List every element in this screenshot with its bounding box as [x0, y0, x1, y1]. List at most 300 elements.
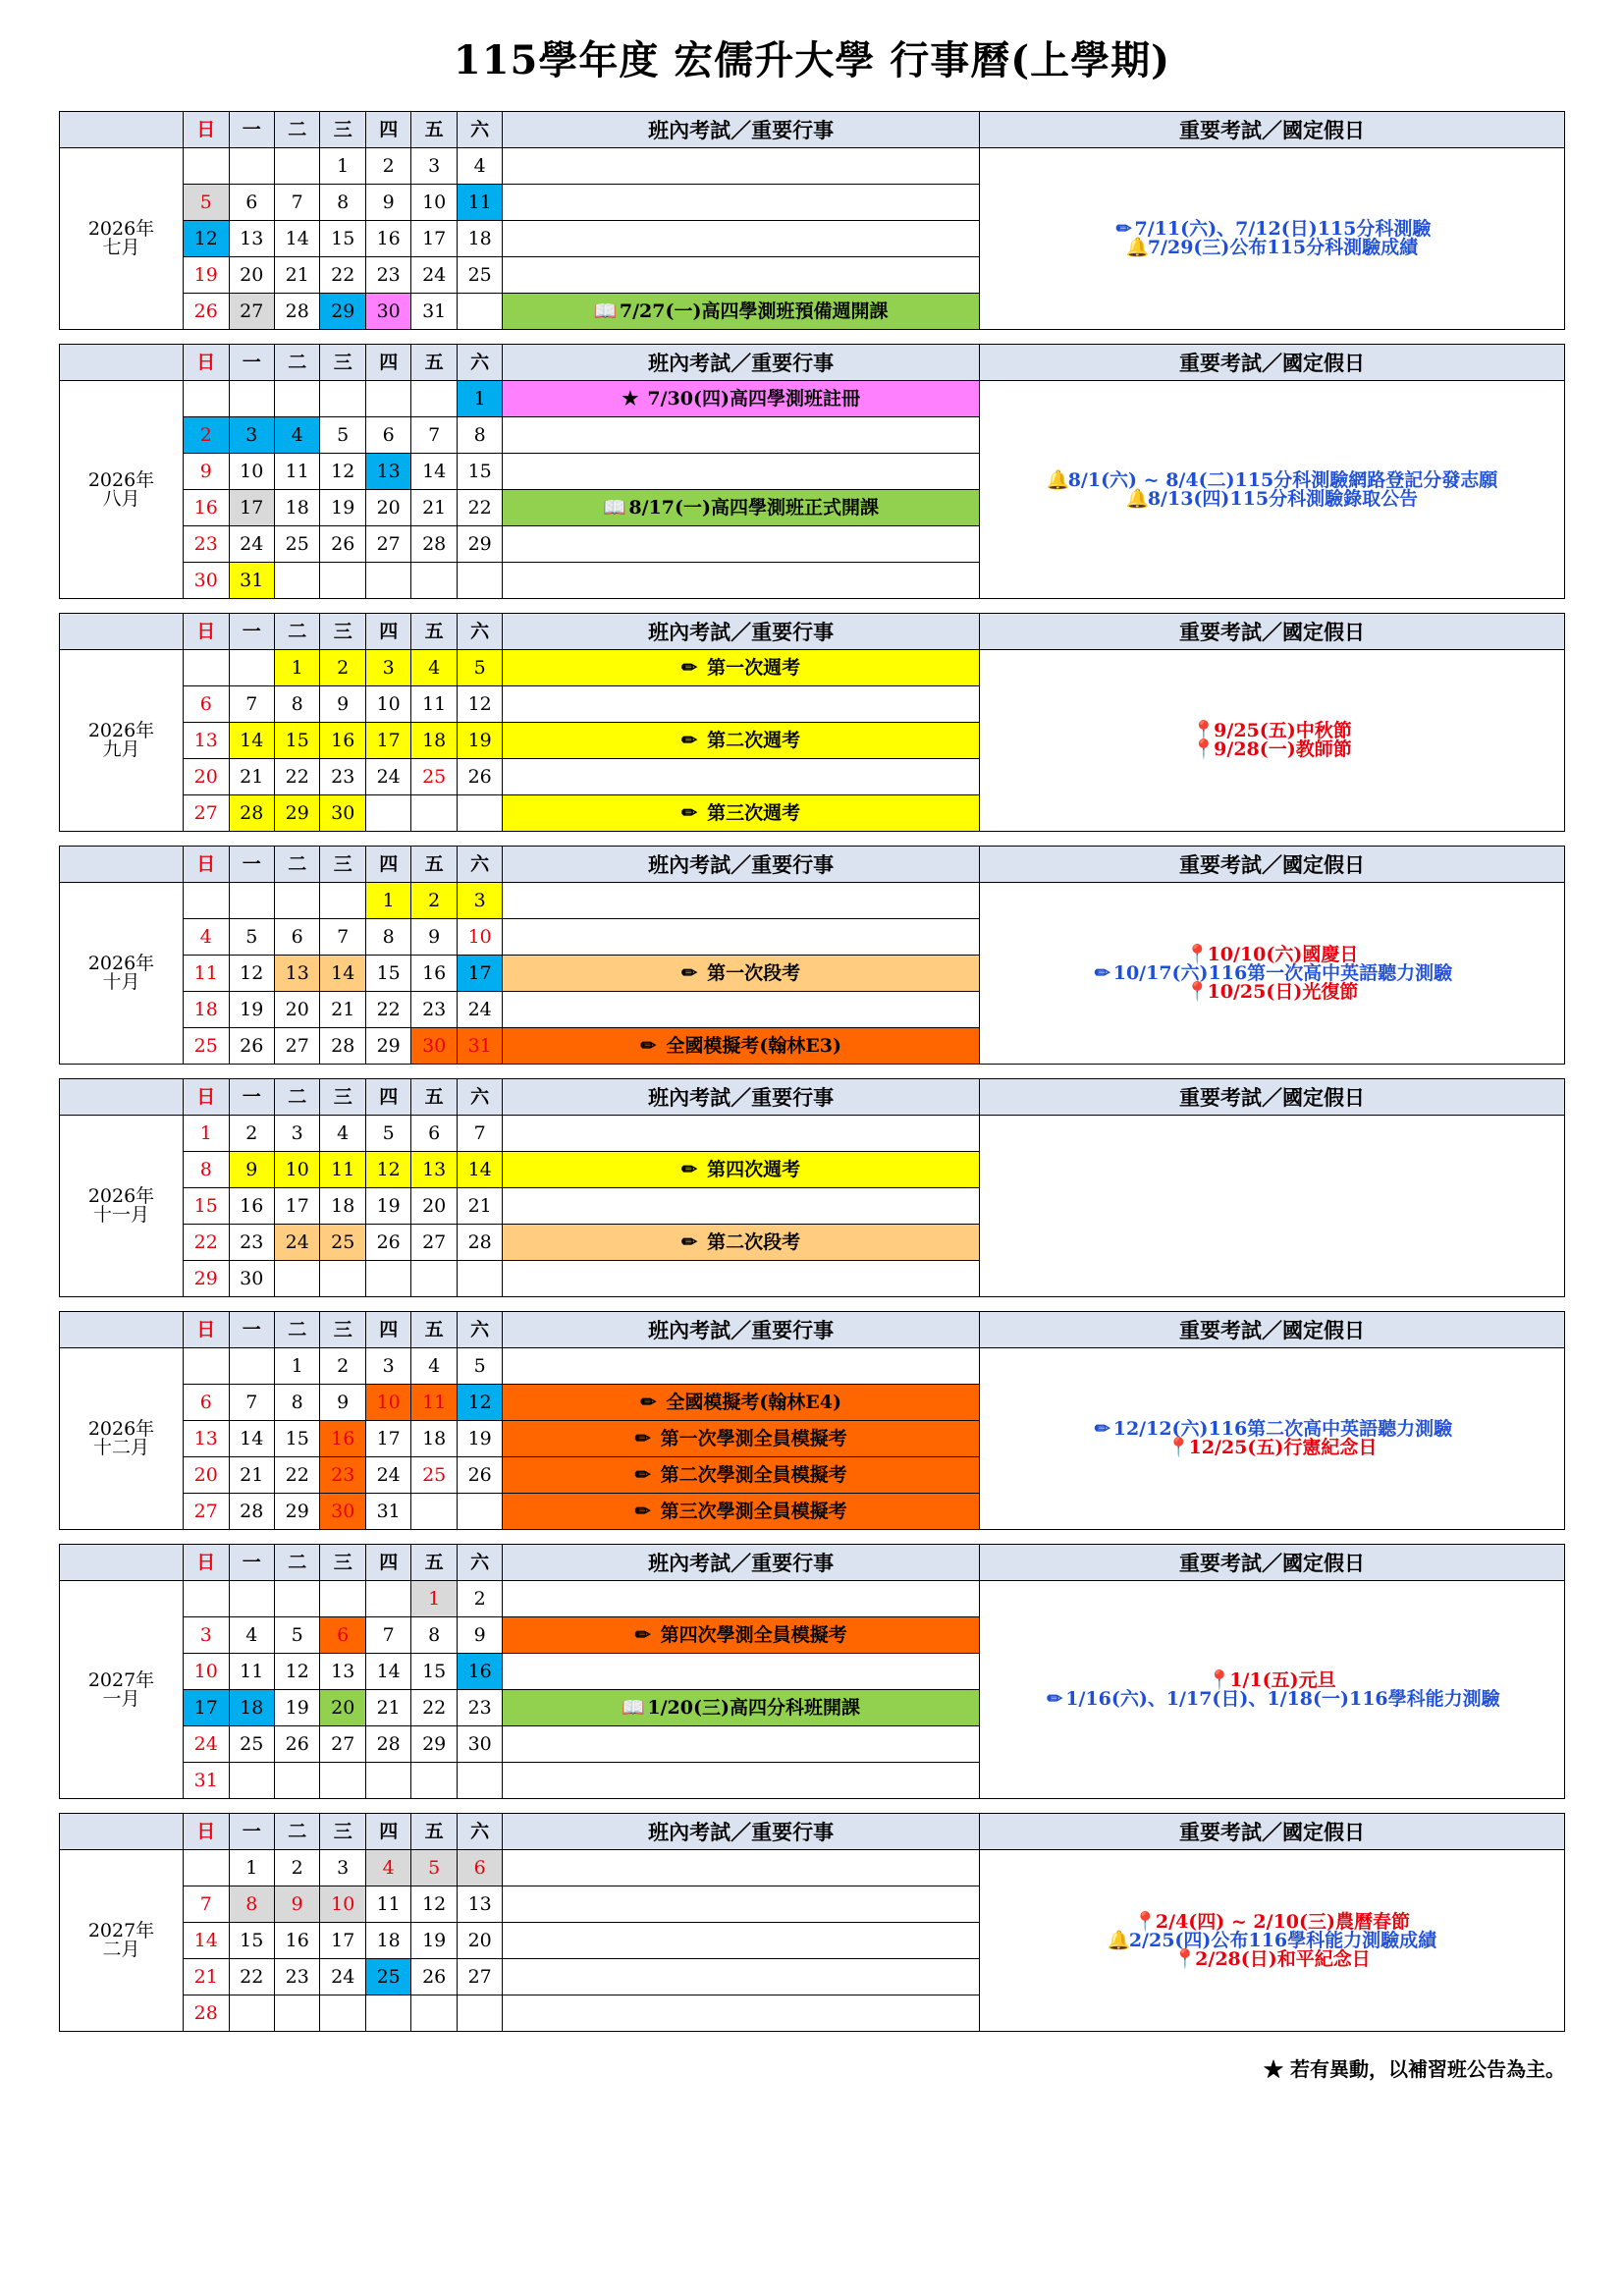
event-cell — [503, 1188, 980, 1225]
day-cell: 1 — [457, 381, 502, 417]
day-cell: 24 — [320, 1959, 365, 1995]
day-cell: 14 — [274, 221, 319, 257]
day-cell — [365, 1763, 410, 1799]
day-cell: 12 — [320, 454, 365, 490]
notes-cell — [979, 1850, 1564, 2032]
day-cell — [274, 563, 319, 599]
event-cell — [503, 1116, 980, 1152]
day-cell: 6 — [229, 185, 274, 221]
weekday-header-0: 日 — [184, 1545, 229, 1581]
weekday-header-row — [60, 1079, 1565, 1116]
day-cell: 9 — [411, 919, 457, 956]
day-cell: 21 — [184, 1959, 229, 1995]
day-cell: 29 — [320, 294, 365, 330]
day-cell: 22 — [274, 1457, 319, 1494]
note-line: 🔔7/29(三)公布115分科測驗成績 — [1125, 237, 1419, 258]
weekday-header-4: 四 — [365, 614, 410, 650]
weekday-header-0: 日 — [184, 847, 229, 883]
day-cell — [365, 563, 410, 599]
event-cell — [503, 759, 980, 795]
day-cell: 5 — [457, 650, 502, 686]
day-cell: 4 — [411, 1348, 457, 1385]
day-cell — [229, 148, 274, 185]
events-column-header: 班內考試／重要行事 — [503, 1312, 980, 1348]
day-cell: 8 — [365, 919, 410, 956]
week-row — [60, 883, 1565, 919]
day-cell: 5 — [184, 185, 229, 221]
note-icon: 📍 — [1192, 720, 1216, 741]
day-cell: 13 — [457, 1886, 502, 1923]
note-icon: 🔔 — [1107, 1929, 1131, 1951]
day-cell: 27 — [184, 1494, 229, 1530]
day-cell: 2 — [274, 1850, 319, 1886]
weekday-header-1: 一 — [229, 1079, 274, 1116]
day-cell — [229, 883, 274, 919]
day-cell: 8 — [457, 417, 502, 454]
month-header-blank — [60, 614, 184, 650]
month-header-blank — [60, 1079, 184, 1116]
event-cell — [503, 1028, 980, 1065]
weekday-header-3: 三 — [320, 112, 365, 148]
day-cell — [457, 563, 502, 599]
day-cell: 25 — [184, 1028, 229, 1065]
day-cell: 10 — [274, 1152, 319, 1188]
day-cell: 2 — [320, 650, 365, 686]
event-icon: ✏ — [634, 1623, 651, 1646]
weekday-header-4: 四 — [365, 1079, 410, 1116]
weekday-header-4: 四 — [365, 112, 410, 148]
day-cell: 6 — [411, 1116, 457, 1152]
weekday-header-1: 一 — [229, 345, 274, 381]
weekday-header-6: 六 — [457, 1545, 502, 1581]
event-cell — [503, 454, 980, 490]
day-cell: 15 — [320, 221, 365, 257]
day-cell — [411, 381, 457, 417]
day-cell: 25 — [274, 526, 319, 563]
day-cell: 24 — [229, 526, 274, 563]
day-cell: 1 — [274, 1348, 319, 1385]
event-cell — [503, 1457, 980, 1494]
note-line: 🔔8/13(四)115分科測驗錄取公告 — [1125, 487, 1419, 510]
event-cell — [503, 1385, 980, 1421]
day-cell: 13 — [365, 454, 410, 490]
events-column-header: 班內考試／重要行事 — [503, 1079, 980, 1116]
day-cell: 2 — [320, 1348, 365, 1385]
day-cell: 20 — [411, 1188, 457, 1225]
day-cell: 16 — [365, 221, 410, 257]
day-cell: 19 — [457, 723, 502, 759]
day-cell: 11 — [229, 1654, 274, 1690]
day-cell: 12 — [274, 1654, 319, 1690]
note-icon: 📍 — [1192, 738, 1216, 760]
event-label: 第一次段考 — [707, 961, 801, 984]
day-cell: 28 — [411, 526, 457, 563]
weekday-header-6: 六 — [457, 1814, 502, 1850]
day-cell: 27 — [274, 1028, 319, 1065]
weekday-header-6: 六 — [457, 614, 502, 650]
day-cell — [320, 1763, 365, 1799]
day-cell — [274, 1261, 319, 1297]
day-cell: 21 — [320, 992, 365, 1028]
notes-column-header: 重要考試／國定假日 — [979, 1079, 1564, 1116]
event-cell — [503, 883, 980, 919]
event-cell — [503, 185, 980, 221]
day-cell — [274, 1763, 319, 1799]
month-spacer — [59, 599, 1565, 613]
weekday-header-row — [60, 345, 1565, 381]
event-cell — [503, 1225, 980, 1261]
weekday-header-5: 五 — [411, 112, 457, 148]
day-cell: 27 — [229, 294, 274, 330]
day-cell: 21 — [229, 1457, 274, 1494]
day-cell — [457, 1995, 502, 2032]
notes-column-header: 重要考試／國定假日 — [979, 847, 1564, 883]
events-column-header: 班內考試／重要行事 — [503, 1545, 980, 1581]
day-cell — [229, 650, 274, 686]
event-icon: ✏ — [681, 656, 698, 679]
day-cell: 25 — [457, 257, 502, 294]
day-cell: 7 — [320, 919, 365, 956]
day-cell — [320, 883, 365, 919]
day-cell: 3 — [365, 650, 410, 686]
weekday-header-4: 四 — [365, 847, 410, 883]
day-cell — [320, 381, 365, 417]
weekday-header-3: 三 — [320, 847, 365, 883]
day-cell: 13 — [274, 956, 319, 992]
day-cell: 23 — [320, 759, 365, 795]
note-icon: 📍 — [1133, 1910, 1158, 1933]
day-cell: 13 — [184, 1421, 229, 1457]
day-cell: 14 — [320, 956, 365, 992]
day-cell: 28 — [229, 1494, 274, 1530]
day-cell: 8 — [229, 1886, 274, 1923]
day-cell: 28 — [274, 294, 319, 330]
day-cell: 25 — [229, 1726, 274, 1763]
weekday-header-row — [60, 1814, 1565, 1850]
day-cell: 25 — [365, 1959, 410, 1995]
day-cell — [229, 1995, 274, 2032]
day-cell: 21 — [457, 1188, 502, 1225]
event-icon: ✏ — [681, 801, 698, 824]
weekday-header-5: 五 — [411, 345, 457, 381]
event-icon: ✏ — [634, 1427, 651, 1449]
event-cell — [503, 490, 980, 526]
weekday-header-2: 二 — [274, 614, 319, 650]
day-cell: 14 — [411, 454, 457, 490]
day-cell: 16 — [229, 1188, 274, 1225]
day-cell: 3 — [365, 1348, 410, 1385]
day-cell: 26 — [320, 526, 365, 563]
day-cell — [411, 1763, 457, 1799]
note-icon: ✏ — [1094, 961, 1110, 984]
day-cell: 1 — [274, 650, 319, 686]
event-cell — [503, 1581, 980, 1617]
day-cell: 30 — [320, 1494, 365, 1530]
day-cell: 14 — [184, 1923, 229, 1959]
day-cell: 6 — [274, 919, 319, 956]
day-cell: 8 — [274, 1385, 319, 1421]
day-cell: 21 — [229, 759, 274, 795]
day-cell: 12 — [184, 221, 229, 257]
day-cell: 10 — [184, 1654, 229, 1690]
month-label: 2026年 十二月 — [60, 1348, 184, 1530]
calendar-container — [59, 111, 1565, 2032]
event-cell — [503, 1726, 980, 1763]
weekday-header-row — [60, 112, 1565, 148]
weekday-header-4: 四 — [365, 1312, 410, 1348]
day-cell: 9 — [457, 1617, 502, 1654]
note-line: ✏ 1/16(六)、1/17(日)、1/18(一)116學科能力測驗 — [980, 1690, 1564, 1709]
day-cell — [365, 1995, 410, 2032]
day-cell: 15 — [274, 1421, 319, 1457]
event-cell — [503, 294, 980, 330]
day-cell: 9 — [320, 1385, 365, 1421]
day-cell: 21 — [411, 490, 457, 526]
day-cell: 30 — [320, 795, 365, 832]
event-icon: ✏ — [634, 1463, 651, 1486]
day-cell — [184, 650, 229, 686]
month-label: 2026年 八月 — [60, 381, 184, 599]
month-table — [59, 1813, 1565, 2032]
month-label: 2026年 七月 — [60, 148, 184, 330]
day-cell: 14 — [229, 723, 274, 759]
day-cell: 11 — [365, 1886, 410, 1923]
month-spacer — [59, 1297, 1565, 1311]
weekday-header-0: 日 — [184, 112, 229, 148]
day-cell: 23 — [411, 992, 457, 1028]
event-cell — [503, 1654, 980, 1690]
day-cell: 4 — [274, 417, 319, 454]
event-cell — [503, 417, 980, 454]
weekday-header-2: 二 — [274, 847, 319, 883]
event-cell — [503, 381, 980, 417]
page-title: 115學年度 宏儒升大學 行事曆(上學期) — [453, 37, 1171, 83]
events-column-header: 班內考試／重要行事 — [503, 345, 980, 381]
note-line: 🔔8/1(六) ~ 8/4(二)115分科測驗網路登記分發志願 — [1046, 468, 1498, 491]
day-cell: 8 — [274, 686, 319, 723]
day-cell: 2 — [184, 417, 229, 454]
weekday-header-1: 一 — [229, 1312, 274, 1348]
day-cell: 25 — [411, 759, 457, 795]
day-cell: 10 — [365, 1385, 410, 1421]
month-table — [59, 344, 1565, 599]
event-icon: 📖 — [622, 1696, 646, 1719]
event-cell — [503, 257, 980, 294]
day-cell: 6 — [457, 1850, 502, 1886]
day-cell: 12 — [365, 1152, 410, 1188]
day-cell: 24 — [365, 759, 410, 795]
day-cell: 26 — [274, 1726, 319, 1763]
day-cell — [457, 1261, 502, 1297]
day-cell: 20 — [229, 257, 274, 294]
month-header-blank — [60, 345, 184, 381]
weekday-header-5: 五 — [411, 1545, 457, 1581]
month-label: 2027年 二月 — [60, 1850, 184, 2032]
day-cell: 29 — [457, 526, 502, 563]
day-cell: 1 — [184, 1116, 229, 1152]
day-cell: 30 — [184, 563, 229, 599]
day-cell: 2 — [411, 883, 457, 919]
day-cell — [320, 1581, 365, 1617]
weekday-header-5: 五 — [411, 847, 457, 883]
note-line: 📍2/28(日)和平紀念日 — [1173, 1947, 1371, 1970]
day-cell: 26 — [457, 759, 502, 795]
weekday-header-0: 日 — [184, 345, 229, 381]
day-cell: 12 — [457, 686, 502, 723]
event-cell — [503, 1261, 980, 1297]
day-cell: 7 — [411, 417, 457, 454]
day-cell: 19 — [411, 1923, 457, 1959]
day-cell: 15 — [411, 1654, 457, 1690]
event-cell — [503, 1923, 980, 1959]
day-cell: 12 — [457, 1385, 502, 1421]
event-cell — [503, 1348, 980, 1385]
day-cell: 12 — [411, 1886, 457, 1923]
event-cell — [503, 1850, 980, 1886]
notes-cell — [979, 883, 1564, 1065]
month-spacer — [59, 832, 1565, 846]
day-cell — [274, 1995, 319, 2032]
event-cell — [503, 1886, 980, 1923]
day-cell: 1 — [229, 1850, 274, 1886]
event-icon: ✏ — [640, 1391, 657, 1413]
day-cell: 22 — [184, 1225, 229, 1261]
day-cell: 7 — [229, 1385, 274, 1421]
event-label: 第二次段考 — [707, 1230, 801, 1253]
day-cell: 29 — [274, 1494, 319, 1530]
day-cell: 9 — [229, 1152, 274, 1188]
event-label: 第二次週考 — [707, 729, 801, 751]
day-cell: 5 — [274, 1617, 319, 1654]
weekday-header-4: 四 — [365, 1545, 410, 1581]
event-label: 第三次學測全員模擬考 — [660, 1500, 847, 1522]
weekday-header-2: 二 — [274, 1079, 319, 1116]
weekday-header-row — [60, 1545, 1565, 1581]
day-cell: 3 — [274, 1116, 319, 1152]
day-cell — [411, 1261, 457, 1297]
day-cell: 18 — [411, 723, 457, 759]
day-cell: 4 — [184, 919, 229, 956]
month-spacer — [59, 1799, 1565, 1813]
day-cell — [274, 148, 319, 185]
day-cell: 19 — [229, 992, 274, 1028]
day-cell — [457, 1763, 502, 1799]
day-cell — [411, 563, 457, 599]
day-cell: 3 — [320, 1850, 365, 1886]
weekday-header-2: 二 — [274, 1545, 319, 1581]
weekday-header-6: 六 — [457, 1312, 502, 1348]
day-cell: 29 — [365, 1028, 410, 1065]
month-header-blank — [60, 112, 184, 148]
note-icon: 🔔 — [1125, 237, 1150, 258]
day-cell: 14 — [457, 1152, 502, 1188]
day-cell: 6 — [320, 1617, 365, 1654]
day-cell: 22 — [229, 1959, 274, 1995]
notes-column-header: 重要考試／國定假日 — [979, 345, 1564, 381]
note-icon: 📍 — [1185, 980, 1210, 1003]
day-cell — [229, 381, 274, 417]
day-cell: 16 — [320, 723, 365, 759]
day-cell — [365, 795, 410, 832]
note-icon: ✏ — [1115, 218, 1132, 240]
day-cell — [365, 1261, 410, 1297]
notes-column-header: 重要考試／國定假日 — [979, 614, 1564, 650]
day-cell: 5 — [365, 1116, 410, 1152]
day-cell: 19 — [320, 490, 365, 526]
event-cell — [503, 723, 980, 759]
day-cell: 17 — [184, 1690, 229, 1726]
day-cell: 26 — [184, 294, 229, 330]
event-icon: ★ — [622, 387, 639, 410]
event-cell — [503, 919, 980, 956]
notes-cell — [979, 1581, 1564, 1799]
weekday-header-5: 五 — [411, 1814, 457, 1850]
day-cell: 23 — [274, 1959, 319, 1995]
day-cell: 10 — [457, 919, 502, 956]
day-cell: 31 — [365, 1494, 410, 1530]
month-label: 2026年 九月 — [60, 650, 184, 832]
weekday-header-5: 五 — [411, 1079, 457, 1116]
weekday-header-0: 日 — [184, 1079, 229, 1116]
month-header-blank — [60, 847, 184, 883]
event-cell — [503, 1494, 980, 1530]
note-icon: 📍 — [1208, 1668, 1231, 1691]
day-cell: 16 — [320, 1421, 365, 1457]
month-table — [59, 1078, 1565, 1297]
day-cell: 29 — [411, 1726, 457, 1763]
day-cell: 15 — [229, 1923, 274, 1959]
day-cell — [184, 148, 229, 185]
day-cell: 9 — [274, 1886, 319, 1923]
day-cell — [274, 883, 319, 919]
day-cell: 6 — [184, 1385, 229, 1421]
event-label: 全國模擬考(翰林E4) — [666, 1391, 841, 1413]
note-line: 📍2/4(四) ~ 2/10(三)農曆春節 — [1133, 1910, 1410, 1933]
day-cell: 3 — [457, 883, 502, 919]
day-cell: 14 — [229, 1421, 274, 1457]
notes-column-header: 重要考試／國定假日 — [979, 112, 1564, 148]
weekday-header-5: 五 — [411, 614, 457, 650]
day-cell: 22 — [274, 759, 319, 795]
note-line: 📍12/25(五)行憲紀念日 — [1166, 1437, 1378, 1458]
day-cell: 15 — [365, 956, 410, 992]
note-line: 📍10/10(六)國慶日 — [1185, 943, 1359, 965]
event-icon: ✏ — [640, 1034, 657, 1057]
day-cell: 2 — [365, 148, 410, 185]
day-cell: 2 — [457, 1581, 502, 1617]
weekday-header-0: 日 — [184, 1312, 229, 1348]
day-cell: 10 — [365, 686, 410, 723]
events-column-header: 班內考試／重要行事 — [503, 1814, 980, 1850]
day-cell: 16 — [411, 956, 457, 992]
day-cell: 23 — [184, 526, 229, 563]
day-cell: 30 — [365, 294, 410, 330]
day-cell: 10 — [229, 454, 274, 490]
day-cell: 13 — [320, 1654, 365, 1690]
day-cell: 29 — [274, 795, 319, 832]
notes-cell — [979, 148, 1564, 330]
event-label: 全國模擬考(翰林E3) — [666, 1034, 841, 1057]
day-cell: 3 — [411, 148, 457, 185]
weekday-header-3: 三 — [320, 614, 365, 650]
day-cell: 22 — [457, 490, 502, 526]
day-cell: 20 — [274, 992, 319, 1028]
day-cell — [184, 883, 229, 919]
day-cell: 17 — [274, 1188, 319, 1225]
day-cell: 9 — [365, 185, 410, 221]
day-cell: 8 — [184, 1152, 229, 1188]
day-cell: 18 — [411, 1421, 457, 1457]
